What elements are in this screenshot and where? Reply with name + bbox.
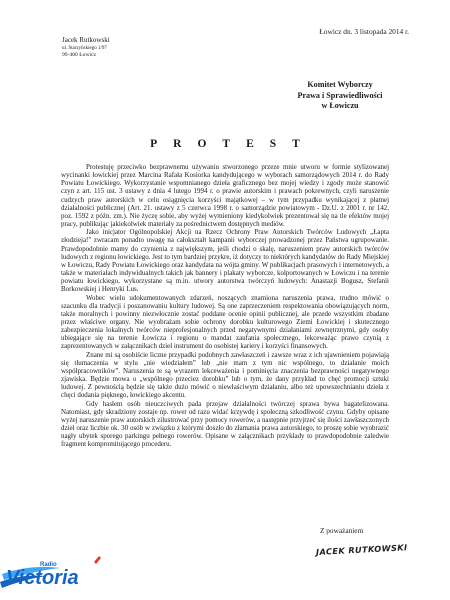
- sender-name: Jacek Rutkowski: [62, 36, 110, 44]
- paragraph-4: Znane mi są osobiście liczne przypadki podobnych zawłaszczeń i zawsze wraz z ich ujawnieniem pojawiają się tłumaczenia w stylu „nie wiedziałem” lub „nie mam z tym nic wspólnego, to działanie moich współpracowników”. Naruszenia te są wyrazem lekceważenia i pominięcia znaczenia bezprawności negatywnego zjawiska. Będzie mowa o „wspólnego przeciez dorobku” lub o tym, że dany przykład to chęć promocji sztuki ludowej. Z pewnością będzie się także dużo mówić o niewłaściwym działaniu, albo też upowszechnianiu dzieła z chęci dodania pięknego, łowickiego akcentu.: [61, 350, 389, 400]
- letter-date: Łowicz dn. 3 listopada 2014 r.: [319, 27, 409, 36]
- radio-victoria-logo: [0, 544, 110, 600]
- paragraph-3: Wobec wielu udokumentowanych zdarzeń, noszących znamiona naruszenia prawa, trudno mówić o szacunku dla tradycji i poszanowaniu kultury ludowej. Są one zaprzeczeniem respektowania obowiązujących norm, także moralnych i powinny niezwłocznie zostać poddane ocenie opinii publicznej, ale przede wszystkim zbadane przez właściwe organy. Nie wyobrażam sobie ochrony dorobku kulturowego Ziemi Łowickiej i skutecznego zabezpieczenia lokalnych twórców nieprofesjonalnych przed negatywnymi działaniami zewnętrznymi, gdy osoby ubiegające się na terenie Łowicza i regionu o mandat zaufania społecznego, lekceważąc prawo czynią z zaprezentowanych w załącznikach dzieł instrument do osobistej kariery i korzyści finansowych.: [61, 293, 389, 351]
- handwritten-signature: JACEK RUTKOWSKI: [315, 542, 408, 557]
- recipient-line-2: Prawa i Sprawiedliwości: [297, 90, 383, 100]
- paragraph-2: Jako inicjator Ogólnopolskiej Akcji na Rzecz Ochrony Praw Autorskich Twórców Ludowych „Łapta złodzieja!" zwracam ponadto uwagę na całokształt kampanii wyborczej prowadzonej przez Państwa ugrupowanie. Prawdopodobnie mamy do czynienia z największym, jeśli chodzi o skalę, naruszeniem praw autorskich twórców ludowych z regionu łowickiego. Jest to tym bardziej przykre, iż dotyczy to niektórych kandydatów do Rady Miejskiej w Łowiczu, Rady Powiatu Łowickiego oraz kandydata na wójta gminy. W publikacjach prasowych i internetowych, a także w materiałach indywidualnych takich jak bannery i plakaty wyborcze, kolportowanych w Łowiczu i na terenie powiatu łowickiego, wykorzystane są m.in. utwory autorstwa twórczyń ludowych: Anastazji Bogusz, Stefanii Borkowskiej i Henryki Lus.: [61, 228, 389, 294]
- logo-accent-mark: [94, 556, 101, 564]
- recipient-line-1: Komitet Wyborczy: [307, 80, 373, 89]
- paragraph-1: Protestuję przeciwko bezprawnemu używaniu stworzonego przeze mnie utworu w formie stylizowanej wycinanki łowickiej przez Marcina Rafała Kosiorka kandydującego w wyborach samorządowych 2014 r. do Rady Powiatu Łowickiego. Wykorzystanie wspomnianego dzieła graficznego bez mojej wiedzy i zgody może stanowić czyn z art. 115 ust. 3 ustawy z dnia 4 lutego 1994 r. o prawie autorskim i prawach pokrewnych, czyli naruszenie cudzych praw autorskich w celu osiągnięcia korzyści majątkowej – w tym przypadku wynikającej z płatnej działalności publicznej (Art. 21. ustawy z 5 czerwca 1998 r. o samorządzie powiatowym - Dz.U. z 2001 r. nr 142, poz. 1592 z późn. zm.). Nie życzę sobie, aby wyżej wymieniony kiedykolwiek prezentował się na tle efektów mojej pracy, publikując jakiekolwiek materiały za pośrednictwem dostępnych mediów.: [61, 163, 389, 229]
- paragraph-5: Gdy hasłem osób nieuczciwych pada przejaw działalności twórczej sprawa bywa bagatelizowana. Natomiast, gdy skradziony zostaje np. rower od razu widać krzywdę i społeczną szkodliwość czynu. Gdyby opisane wyżej naruszenie praw autorskich zilustrować przy pomocy rowerów, a następnie przyjrzeć się ilości zawłaszczonych dzieł oraz liczbie ok. 30 osób w związku z którymi doszło do złamania prawa autorskiego, to proszę sobie wyobrazić nagły ubytek sporego parkingu pełnego rowerów. Opisane w załącznikach przykłady to prawdopodobnie zaledwie fragment kompromitującego procederu.: [61, 399, 389, 449]
- logo-brand-text: Victoria: [6, 567, 79, 589]
- sender-city: 99-400 Łowicz: [62, 52, 97, 58]
- sender-address: [62, 36, 110, 59]
- closing-greeting: Z poważaniem: [320, 526, 364, 535]
- logo-radio-text: Radio: [40, 562, 57, 568]
- document-title: PROTEST: [150, 138, 316, 150]
- sender-street: ul. Starzyńskiego 1/97: [62, 46, 107, 51]
- recipient-line-3: w Łowiczu: [321, 101, 359, 111]
- recipient-address: [270, 80, 410, 112]
- letter-body: [61, 163, 389, 448]
